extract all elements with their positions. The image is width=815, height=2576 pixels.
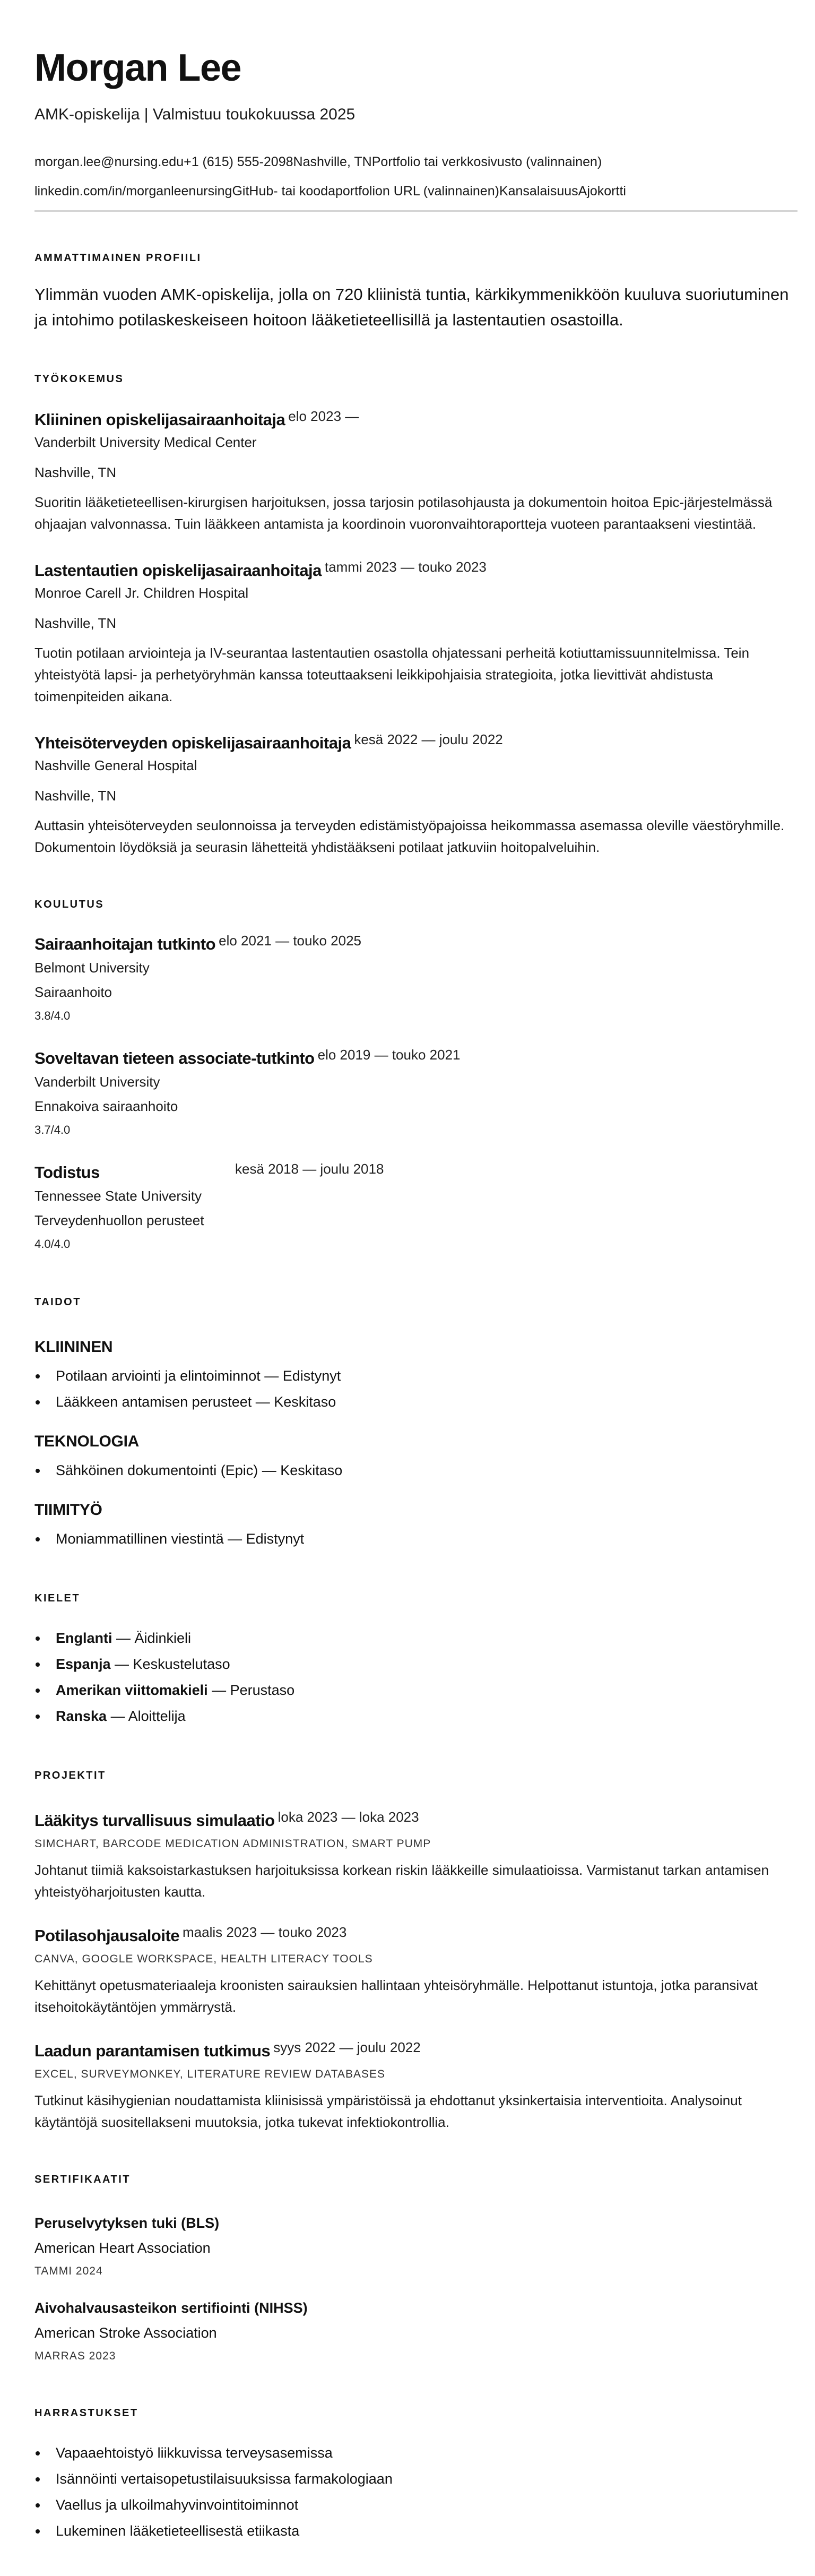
field-of-study: Sairaanhoito <box>34 984 112 1000</box>
language-level: — Keskustelutaso <box>110 1656 230 1672</box>
skill-list <box>34 1458 797 1484</box>
project-tech: CANVA, GOOGLE WORKSPACE, HEALTH LITERACY TOOLS <box>34 1953 373 1965</box>
language-item <box>34 1703 797 1729</box>
skill-item: Lääkkeen antamisen perusteet — Keskitaso <box>34 1389 797 1415</box>
degree: Todistus <box>34 1163 100 1182</box>
certification-item <box>34 2211 797 2282</box>
education-dates: elo 2019 — touko 2021 <box>317 1047 461 1063</box>
school: Tennessee State University <box>34 1188 202 1204</box>
certification-item <box>34 2296 797 2367</box>
hobby-item: Vaellus ja ulkoilmahyvinvointitoiminnot <box>34 2492 797 2518</box>
skill-item: Potilaan arviointi ja elintoiminnot — Edistynyt <box>34 1363 797 1389</box>
employer: Monroe Carell Jr. Children Hospital <box>34 585 249 601</box>
projects-section <box>34 1768 797 2133</box>
job-location: Nashville, TN <box>34 615 117 631</box>
phone[interactable]: +1 (615) 555-2098 <box>184 154 293 169</box>
section-title: TAIDOT <box>34 1296 81 1308</box>
degree: Sairaanhoitajan tutkinto <box>34 935 216 953</box>
job-location: Nashville, TN <box>34 464 117 480</box>
section-title: HARRASTUKSET <box>34 2407 138 2419</box>
project-name: Laadun parantamisen tutkimus <box>34 2041 271 2060</box>
experience-section <box>34 371 797 858</box>
job-title: Lastentautien opiskelijasairaanhoitaja <box>34 561 322 580</box>
skill-category: KLIININEN <box>34 1338 113 1356</box>
job-title: Kliininen opiskelijasairaanhoitaja <box>34 410 285 429</box>
skill-item: Sähköinen dokumentointi (Epic) — Keskitaso <box>34 1458 797 1484</box>
language-name: Amerikan viittomakieli <box>56 1682 208 1698</box>
candidate-name: Morgan Lee <box>34 47 241 89</box>
languages-section <box>34 1590 797 1729</box>
education-dates: kesä 2018 — joulu 2018 <box>235 1161 384 1177</box>
email-link[interactable]: morgan.lee@nursing.edu <box>34 154 184 169</box>
portfolio-link[interactable]: Portfolio tai verkkosivusto (valinnainen) <box>371 154 602 169</box>
gpa: 4.0/4.0 <box>34 1237 71 1251</box>
language-level: — Perustaso <box>207 1682 295 1698</box>
hobbies-section <box>34 2405 797 2544</box>
project-item <box>34 1809 797 1903</box>
project-item <box>34 2039 797 2133</box>
project-name: Lääkitys turvallisuus simulaatio <box>34 1811 275 1830</box>
gpa: 3.8/4.0 <box>34 1009 71 1022</box>
contact-info <box>34 148 797 212</box>
resume-header <box>34 47 797 212</box>
employer: Vanderbilt University Medical Center <box>34 434 257 450</box>
citizenship: Kansalaisuus <box>499 184 578 199</box>
project-description: Johtanut tiimiä kaksoistarkastuksen harjoituksissa korkean riskin lääkkeille simulaatioissa. Varmistanut tarkan antamisen yhteistyöharjoitusten kautta. <box>34 1862 769 1900</box>
certification-date: MARRAS 2023 <box>34 2350 116 2362</box>
job-dates: elo 2023 — <box>288 408 359 424</box>
job-dates: tammi 2023 — touko 2023 <box>324 559 487 575</box>
profile-section <box>34 250 797 333</box>
project-name: Potilasohjausaloite <box>34 1926 180 1945</box>
language-name: Englanti <box>56 1630 112 1646</box>
language-item <box>34 1625 797 1651</box>
education-section <box>34 897 797 1256</box>
experience-item <box>34 731 797 858</box>
education-dates: elo 2021 — touko 2025 <box>219 933 361 949</box>
hobby-item: Lukeminen lääketieteellisestä etiikasta <box>34 2518 797 2544</box>
job-description: Suoritin lääketieteellisen-kirurgisen harjoituksen, jossa tarjosin potilasohjausta ja dokumentoin hoitoa Epic-järjestelmässä ohjaajan valvonnassa. Tuin lääkkeen antamista ja koordinoin vuoronvaihtoraportteja vuoteen parantaakseni viestintää. <box>34 494 773 532</box>
section-title: AMMATTIMAINEN PROFIILI <box>34 252 202 264</box>
candidate-subtitle: AMK-opiskelija | Valmistuu toukokuussa 2025 <box>34 106 356 123</box>
degree: Soveltavan tieteen associate-tutkinto <box>34 1049 315 1067</box>
education-item <box>34 933 797 1028</box>
language-name: Espanja <box>56 1656 111 1672</box>
language-item <box>34 1651 797 1677</box>
skill-list <box>34 1526 797 1552</box>
certification-name: Aivohalvausasteikon sertifiointi (NIHSS) <box>34 2300 308 2316</box>
section-title: TYÖKOKEMUS <box>34 373 124 385</box>
hobby-item: Isännöinti vertaisopetustilaisuuksissa farmakologiaan <box>34 2466 797 2492</box>
profile-text: Ylimmän vuoden AMK-opiskelija, jolla on 720 kliinistä tuntia, kärkikymmenikköön kuuluva suoriutuminen ja intohimo potilaskeskeiseen hoitoon lääketieteellisillä ja lastentautien osastoilla. <box>34 285 789 329</box>
job-dates: kesä 2022 — joulu 2022 <box>354 731 503 747</box>
language-level: — Äidinkieli <box>112 1630 192 1646</box>
education-item <box>34 1047 797 1142</box>
project-description: Tutkinut käsihygienian noudattamista kliinisissä ympäristöissä ja ehdottanut yksinkertaisia interventioita. Analysoinut käytäntöjä suositellakseni muutoksia, jotka tukevat infektiokontrollia. <box>34 2092 742 2130</box>
school: Belmont University <box>34 960 150 976</box>
project-dates: maalis 2023 — touko 2023 <box>183 1924 347 1940</box>
section-title: SERTIFIKAATIT <box>34 2174 131 2185</box>
certification-issuer: American Heart Association <box>34 2240 211 2256</box>
certification-date: TAMMI 2024 <box>34 2265 103 2277</box>
skill-category: TEKNOLOGIA <box>34 1433 139 1450</box>
section-title: PROJEKTIT <box>34 1770 106 1781</box>
project-dates: syys 2022 — joulu 2022 <box>273 2039 421 2055</box>
project-description: Kehittänyt opetusmateriaaleja kroonisten sairauksien hallintaan yhteisöryhmälle. Helpottanut istuntoja, jotka paransivat itsehoitokäytäntöjen ymmärrystä. <box>34 1977 758 2015</box>
skill-item: Moniammatillinen viestintä — Edistynyt <box>34 1526 797 1552</box>
hobby-list <box>34 2440 797 2544</box>
project-dates: loka 2023 — loka 2023 <box>278 1809 419 1825</box>
experience-item <box>34 408 797 535</box>
project-item <box>34 1924 797 2018</box>
section-title: KOULUTUS <box>34 899 105 910</box>
experience-item <box>34 559 797 708</box>
job-description: Auttasin yhteisöterveyden seulonnoissa ja terveyden edistämistyöpajoissa heikommassa asemassa oleville väestöryhmille. Dokumentoin löydöksiä ja seurasin lähetteitä yhdistääkseni potilaat jatkuviin hoitopalveluihin. <box>34 817 785 855</box>
language-name: Ranska <box>56 1708 107 1724</box>
field-of-study: Terveydenhuollon perusteet <box>34 1212 204 1228</box>
employer: Nashville General Hospital <box>34 757 197 773</box>
contact-line-1 <box>34 148 797 177</box>
project-tech: EXCEL, SURVEYMONKEY, LITERATURE REVIEW DATABASES <box>34 2068 386 2080</box>
github-link[interactable]: GitHub- tai koodaportfolion URL (valinnainen) <box>232 184 499 199</box>
skills-section <box>34 1294 797 1552</box>
drivers-license: Ajokortti <box>578 184 626 199</box>
language-level: — Aloittelija <box>107 1708 186 1724</box>
job-description: Tuotin potilaan arviointeja ja IV-seurantaa lastentautien osastolla ohjatessani perheitä kotiuttamissuunnitelmissa. Tein yhteistyötä lapsi- ja perhetyöryhmän kanssa toteuttaakseni leikkipohjaisia strategioita, jotka lievittivät ahdistusta toimenpiteiden aikana. <box>34 645 750 704</box>
language-item <box>34 1677 797 1703</box>
school: Vanderbilt University <box>34 1074 160 1090</box>
job-location: Nashville, TN <box>34 788 117 804</box>
language-list <box>34 1625 797 1729</box>
skill-category: TIIMITYÖ <box>34 1501 102 1519</box>
linkedin-link[interactable]: linkedin.com/in/morganleenursing <box>34 184 232 199</box>
certifications-section <box>34 2172 797 2367</box>
education-item <box>34 1161 797 1256</box>
hobby-item: Vapaaehtoistyö liikkuvissa terveysasemissa <box>34 2440 797 2466</box>
project-tech: SIMCHART, BARCODE MEDICATION ADMINISTRATION, SMART PUMP <box>34 1838 431 1850</box>
certification-name: Peruselvytyksen tuki (BLS) <box>34 2215 220 2231</box>
section-title: KIELET <box>34 1592 81 1604</box>
skill-list <box>34 1363 797 1415</box>
job-title: Yhteisöterveyden opiskelijasairaanhoitaja <box>34 734 351 752</box>
gpa: 3.7/4.0 <box>34 1123 71 1136</box>
location: Nashville, TN <box>293 154 372 169</box>
certification-issuer: American Stroke Association <box>34 2325 217 2341</box>
contact-line-2 <box>34 177 797 206</box>
field-of-study: Ennakoiva sairaanhoito <box>34 1098 178 1114</box>
